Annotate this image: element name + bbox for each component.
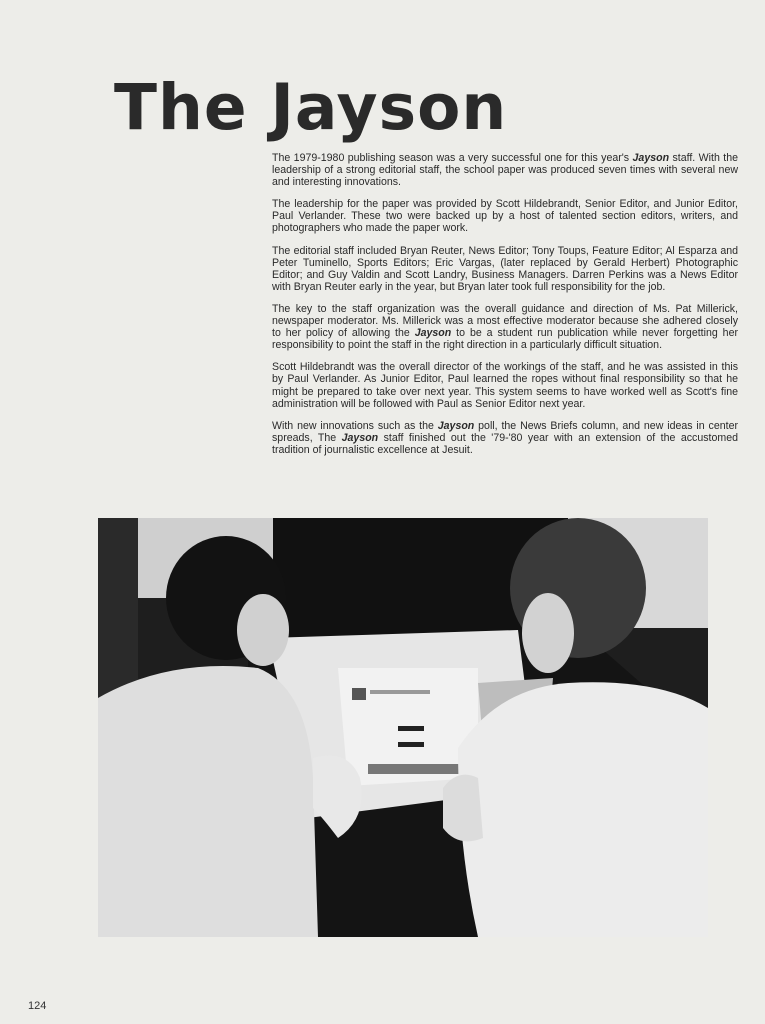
article-paragraph: The leadership for the paper was provided by Scott Hildebrandt, Senior Editor, and Junior Editor, Paul Verlander. These two were backed up by a host of talented section editors, writers, and photographers who made the paper work. [272,198,738,235]
publication-name: Jayson [341,431,379,444]
article-paragraph: With new innovations such as the Jayson poll, the News Briefs column, and new ideas in center spreads, The Jayson staff finished out the '79-'80 year with an extension of the accustomed tradition of journalistic excellence at Jesuit. [272,419,738,456]
article-paragraph: The 1979-1980 publishing season was a very successful one for this year's Jayson staff. With the leadership of a strong editorial staff, the school paper was produced seven times with several new and interesting innovations. [272,152,739,189]
staff-photo-illustration [98,518,708,937]
staff-photo [98,518,708,937]
article-body [272,152,738,466]
article-paragraph: The editorial staff included Bryan Reuter, News Editor; Tony Toups, Feature Editor; Al Esparza and Peter Tuminello, Sports Editors; Eric Vargas, (later replaced by Gerald Herbert) Photographic Editor; and Guy Valdin and Scott Landry, Business Managers. Darren Perkins was a News Editor with Bryan Reuter early in the year, but Bryan later took full responsibility for the job. [272,244,738,293]
page-number: 124 [28,1000,47,1012]
article-paragraph: The key to the staff organization was the overall guidance and direction of Ms. Pat Millerick, newspaper moderator. Ms. Millerick was a most effective moderator because she adhered closely to her policy of allowing the Jayson to be a student run publication while never forgetting her responsibility to point the staff in the right direction in a particularly difficult situation. [272,302,738,352]
publication-name: Jayson [437,419,475,432]
publication-name: Jayson [414,327,452,340]
page-title: The Jayson [114,71,508,144]
publication-name: Jayson [632,152,670,164]
article-paragraph: Scott Hildebrandt was the overall director of the workings of the staff, and he was assisted in this by Paul Verlander. As Junior Editor, Paul learned the ropes without final responsibility so that he might be prepared to take over next year. This system seems to have worked well as Scott's fine administration will be followed with Paul as Senior Editor next year. [272,361,738,410]
